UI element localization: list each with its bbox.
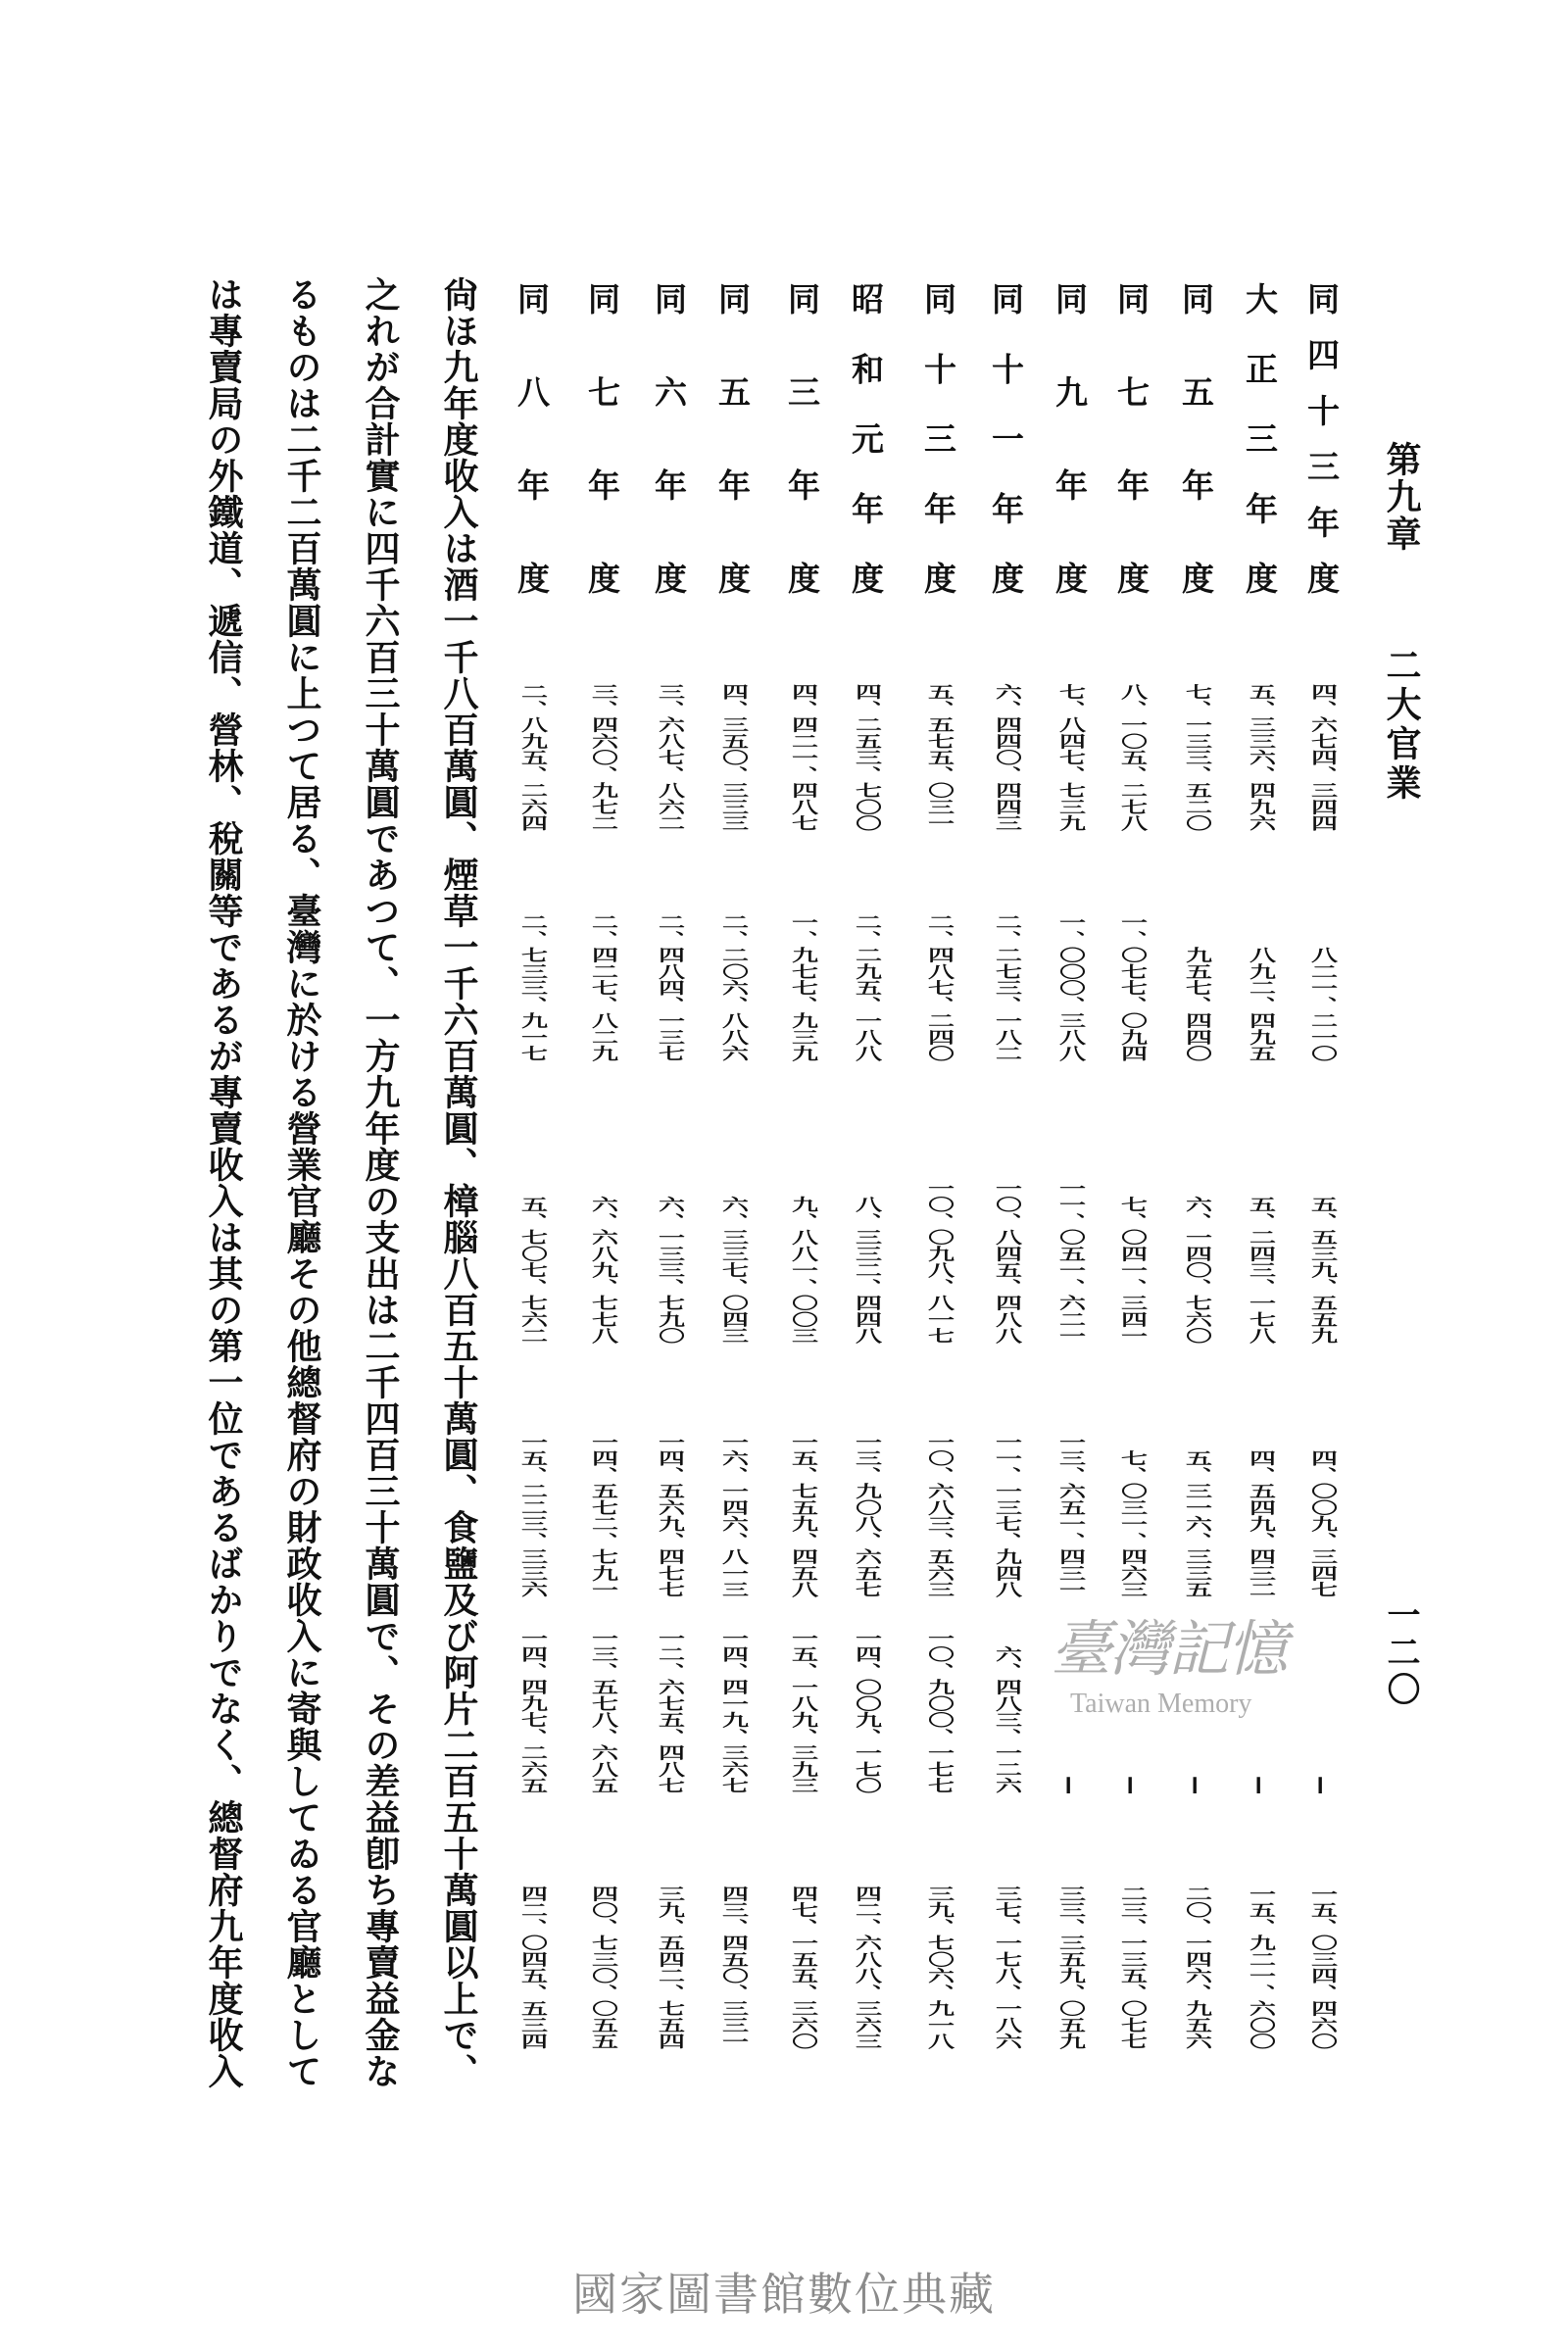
row-label: 同六年度	[650, 282, 688, 594]
cell-col-1: 六、四四〇、四四三	[991, 683, 1021, 831]
cell-col-5: 一五、一八九、三九三	[787, 1629, 817, 1793]
cell-col-4: 一三、六五一、四三一	[1054, 1433, 1085, 1597]
row-label: 同四十三年度	[1302, 282, 1341, 594]
cell-col-3: 五、五三九、五五九	[1306, 1196, 1337, 1344]
cell-col-6: 一五、九二一、六〇〇	[1245, 1885, 1275, 2049]
row-label: 大正三年度	[1241, 282, 1279, 594]
cell-col-2: 八九二、四九五	[1245, 946, 1275, 1061]
cell-col-5: 一二、六七五、四八七	[654, 1629, 684, 1793]
cell-col-2: 二、二〇六、八八六	[717, 913, 748, 1061]
cell-col-5: ―	[1306, 1777, 1337, 1793]
paragraph-line: は專賣局の外鐵道、遞信、營林、稅關等であるが專賣收入は其の第一位であるばかりでなく、總督府九年度收入	[203, 276, 244, 2089]
cell-col-3: 六、三三七、〇四三	[717, 1196, 748, 1344]
cell-col-6: 四二、六八八、三六三	[851, 1885, 881, 2049]
cell-col-4: 七、〇三一、四六三	[1116, 1449, 1147, 1597]
cell-col-5: ―	[1245, 1777, 1275, 1793]
row-label: 同八年度	[513, 282, 551, 594]
cell-col-5: ―	[1054, 1777, 1085, 1793]
cell-col-1: 八、一〇五、二七八	[1116, 683, 1147, 831]
cell-col-6: 二〇、一四六、九五六	[1181, 1885, 1211, 2049]
cell-col-4: 五、三一六、三三五	[1181, 1449, 1211, 1597]
cell-col-2: 九五七、四四〇	[1181, 946, 1211, 1061]
cell-col-3: 五、二四三、一七八	[1245, 1196, 1275, 1344]
row-label: 同十三年度	[919, 282, 957, 594]
row-label: 同七年度	[583, 282, 621, 594]
cell-col-1: 四、二五三、七〇〇	[851, 683, 881, 831]
cell-col-2: 二、四二七、八二九	[587, 913, 617, 1061]
cell-col-6: 三七、一七八、一八六	[991, 1885, 1021, 2049]
row-label: 同五年度	[1177, 282, 1215, 594]
cell-col-3: 一〇、〇九八、八一七	[923, 1179, 954, 1344]
cell-col-3: 五、七〇七、七六二	[516, 1196, 547, 1344]
cell-col-6: 三九、五四二、七五四	[654, 1885, 684, 2049]
cell-col-5: 一〇、九〇〇、一七七	[923, 1629, 954, 1793]
cell-col-2: 二、四八四、一三七	[654, 913, 684, 1061]
cell-col-3: 八、三三二、四四八	[851, 1196, 881, 1344]
cell-col-4: 四、〇〇九、三四七	[1306, 1449, 1337, 1597]
cell-col-3: 六、六八九、七七八	[587, 1196, 617, 1344]
page-number: 一二〇	[1381, 1597, 1420, 1709]
cell-col-1: 五、三三六、四九六	[1245, 683, 1275, 831]
cell-col-2: 二、二七三、一八二	[991, 913, 1021, 1061]
cell-col-2: 二、四八七、二四〇	[923, 913, 954, 1061]
row-label: 同七年度	[1112, 282, 1151, 594]
cell-col-1: 七、一三三、五二〇	[1181, 683, 1211, 831]
cell-col-1: 五、五七五、〇三一	[923, 683, 954, 831]
cell-col-6: 二三、一三五、〇七七	[1116, 1885, 1147, 2049]
cell-col-4: 一三、九〇八、六五七	[851, 1433, 881, 1597]
cell-col-6: 三三、三五九、〇五九	[1054, 1885, 1085, 2049]
cell-col-3: 一一、〇五一、六二一	[1054, 1179, 1085, 1344]
cell-col-2: 二、二九五、一八八	[851, 913, 881, 1061]
cell-col-4: 一五、二二三、三三六	[516, 1433, 547, 1597]
cell-col-5: 六、四八三、一二六	[991, 1645, 1021, 1793]
cell-col-6: 一五、〇三四、四六〇	[1306, 1885, 1337, 2049]
cell-col-3: 九、八八一、〇〇三	[787, 1196, 817, 1344]
cell-col-5: 一四、四一九、三六七	[717, 1629, 748, 1793]
running-title: 二大官業	[1381, 647, 1422, 804]
cell-col-2: 二、七三三、九一七	[516, 913, 547, 1061]
cell-col-6: 四〇、七三〇、〇五五	[587, 1885, 617, 2049]
cell-col-5: 一四、四九七、二六五	[516, 1629, 547, 1793]
paragraph-line: 尙ほ九年度收入は酒一千八百萬圓、煙草一千六百萬圓、樟腦八百五十萬圓、食鹽及び阿片二百五十萬圓以上で、	[438, 276, 479, 2089]
cell-col-5: 一三、五七八、六八五	[587, 1629, 617, 1793]
cell-col-3: 六、一四〇、七六〇	[1181, 1196, 1211, 1344]
cell-col-2: 一、〇〇〇、三八八	[1054, 913, 1085, 1061]
watermark-logo: 臺灣記憶	[1051, 1613, 1287, 1685]
chapter-heading: 第九章	[1381, 441, 1422, 553]
cell-col-5: ―	[1116, 1777, 1147, 1793]
cell-col-1: 三、四六〇、九七二	[587, 683, 617, 831]
cell-col-3: 一〇、八四五、四八八	[991, 1179, 1021, 1344]
cell-col-1: 四、四二一、四八七	[787, 683, 817, 831]
cell-col-1: 四、三五〇、三三三	[717, 683, 748, 831]
cell-col-6: 四三、四五〇、三三一	[717, 1885, 748, 2049]
row-label: 同三年度	[783, 282, 821, 594]
row-label: 昭和元年度	[847, 282, 885, 594]
watermark-logo-text: Taiwan Memory	[1070, 1689, 1252, 1719]
row-label: 同五年度	[713, 282, 752, 594]
row-label: 同十一年度	[987, 282, 1025, 594]
cell-col-4: 一〇、六八三、五六三	[923, 1433, 954, 1597]
cell-col-2: 八二一、二一〇	[1306, 946, 1337, 1061]
footer-credit: 國家圖書館數位典藏	[572, 2268, 996, 2321]
cell-col-6: 四七、一五五、三六〇	[787, 1885, 817, 2049]
cell-col-2: 一、九七七、九三九	[787, 913, 817, 1061]
cell-col-5: ―	[1181, 1777, 1211, 1793]
row-label: 同九年度	[1051, 282, 1089, 594]
cell-col-2: 一、〇七七、〇九四	[1116, 913, 1147, 1061]
cell-col-4: 一一、一三七、九四八	[991, 1433, 1021, 1597]
cell-col-1: 四、六七四、三四四	[1306, 683, 1337, 831]
cell-col-4: 一四、五六九、四七七	[654, 1433, 684, 1597]
cell-col-4: 四、五四九、四三二	[1245, 1449, 1275, 1597]
cell-col-4: 一四、五七二、七九一	[587, 1433, 617, 1597]
cell-col-5: 一四、〇〇九、一七〇	[851, 1629, 881, 1793]
paragraph-line: 之れが合計實に四千六百三十萬圓であつて、一方九年度の支出は二千四百三十萬圓で、その差益卽ち專賣益金な	[360, 276, 401, 2089]
paragraph-line: るものは二千二百萬圓に上つて居る、臺灣に於ける營業官廳その他總督府の財政收入に寄與してゐる官廳として	[281, 276, 322, 2089]
cell-col-6: 四二、〇四五、五三四	[516, 1885, 547, 2049]
cell-col-1: 三、六八七、八六二	[654, 683, 684, 831]
cell-col-3: 七、〇四一、三四一	[1116, 1196, 1147, 1344]
cell-col-3: 六、一三三、七九〇	[654, 1196, 684, 1344]
cell-col-1: 二、八九五、二六四	[516, 683, 547, 831]
cell-col-1: 七、八四七、七三九	[1054, 683, 1085, 831]
cell-col-6: 三九、七〇六、九一八	[923, 1885, 954, 2049]
cell-col-4: 一六、一四六、八一三	[717, 1433, 748, 1597]
cell-col-4: 一五、七五九、四五八	[787, 1433, 817, 1597]
